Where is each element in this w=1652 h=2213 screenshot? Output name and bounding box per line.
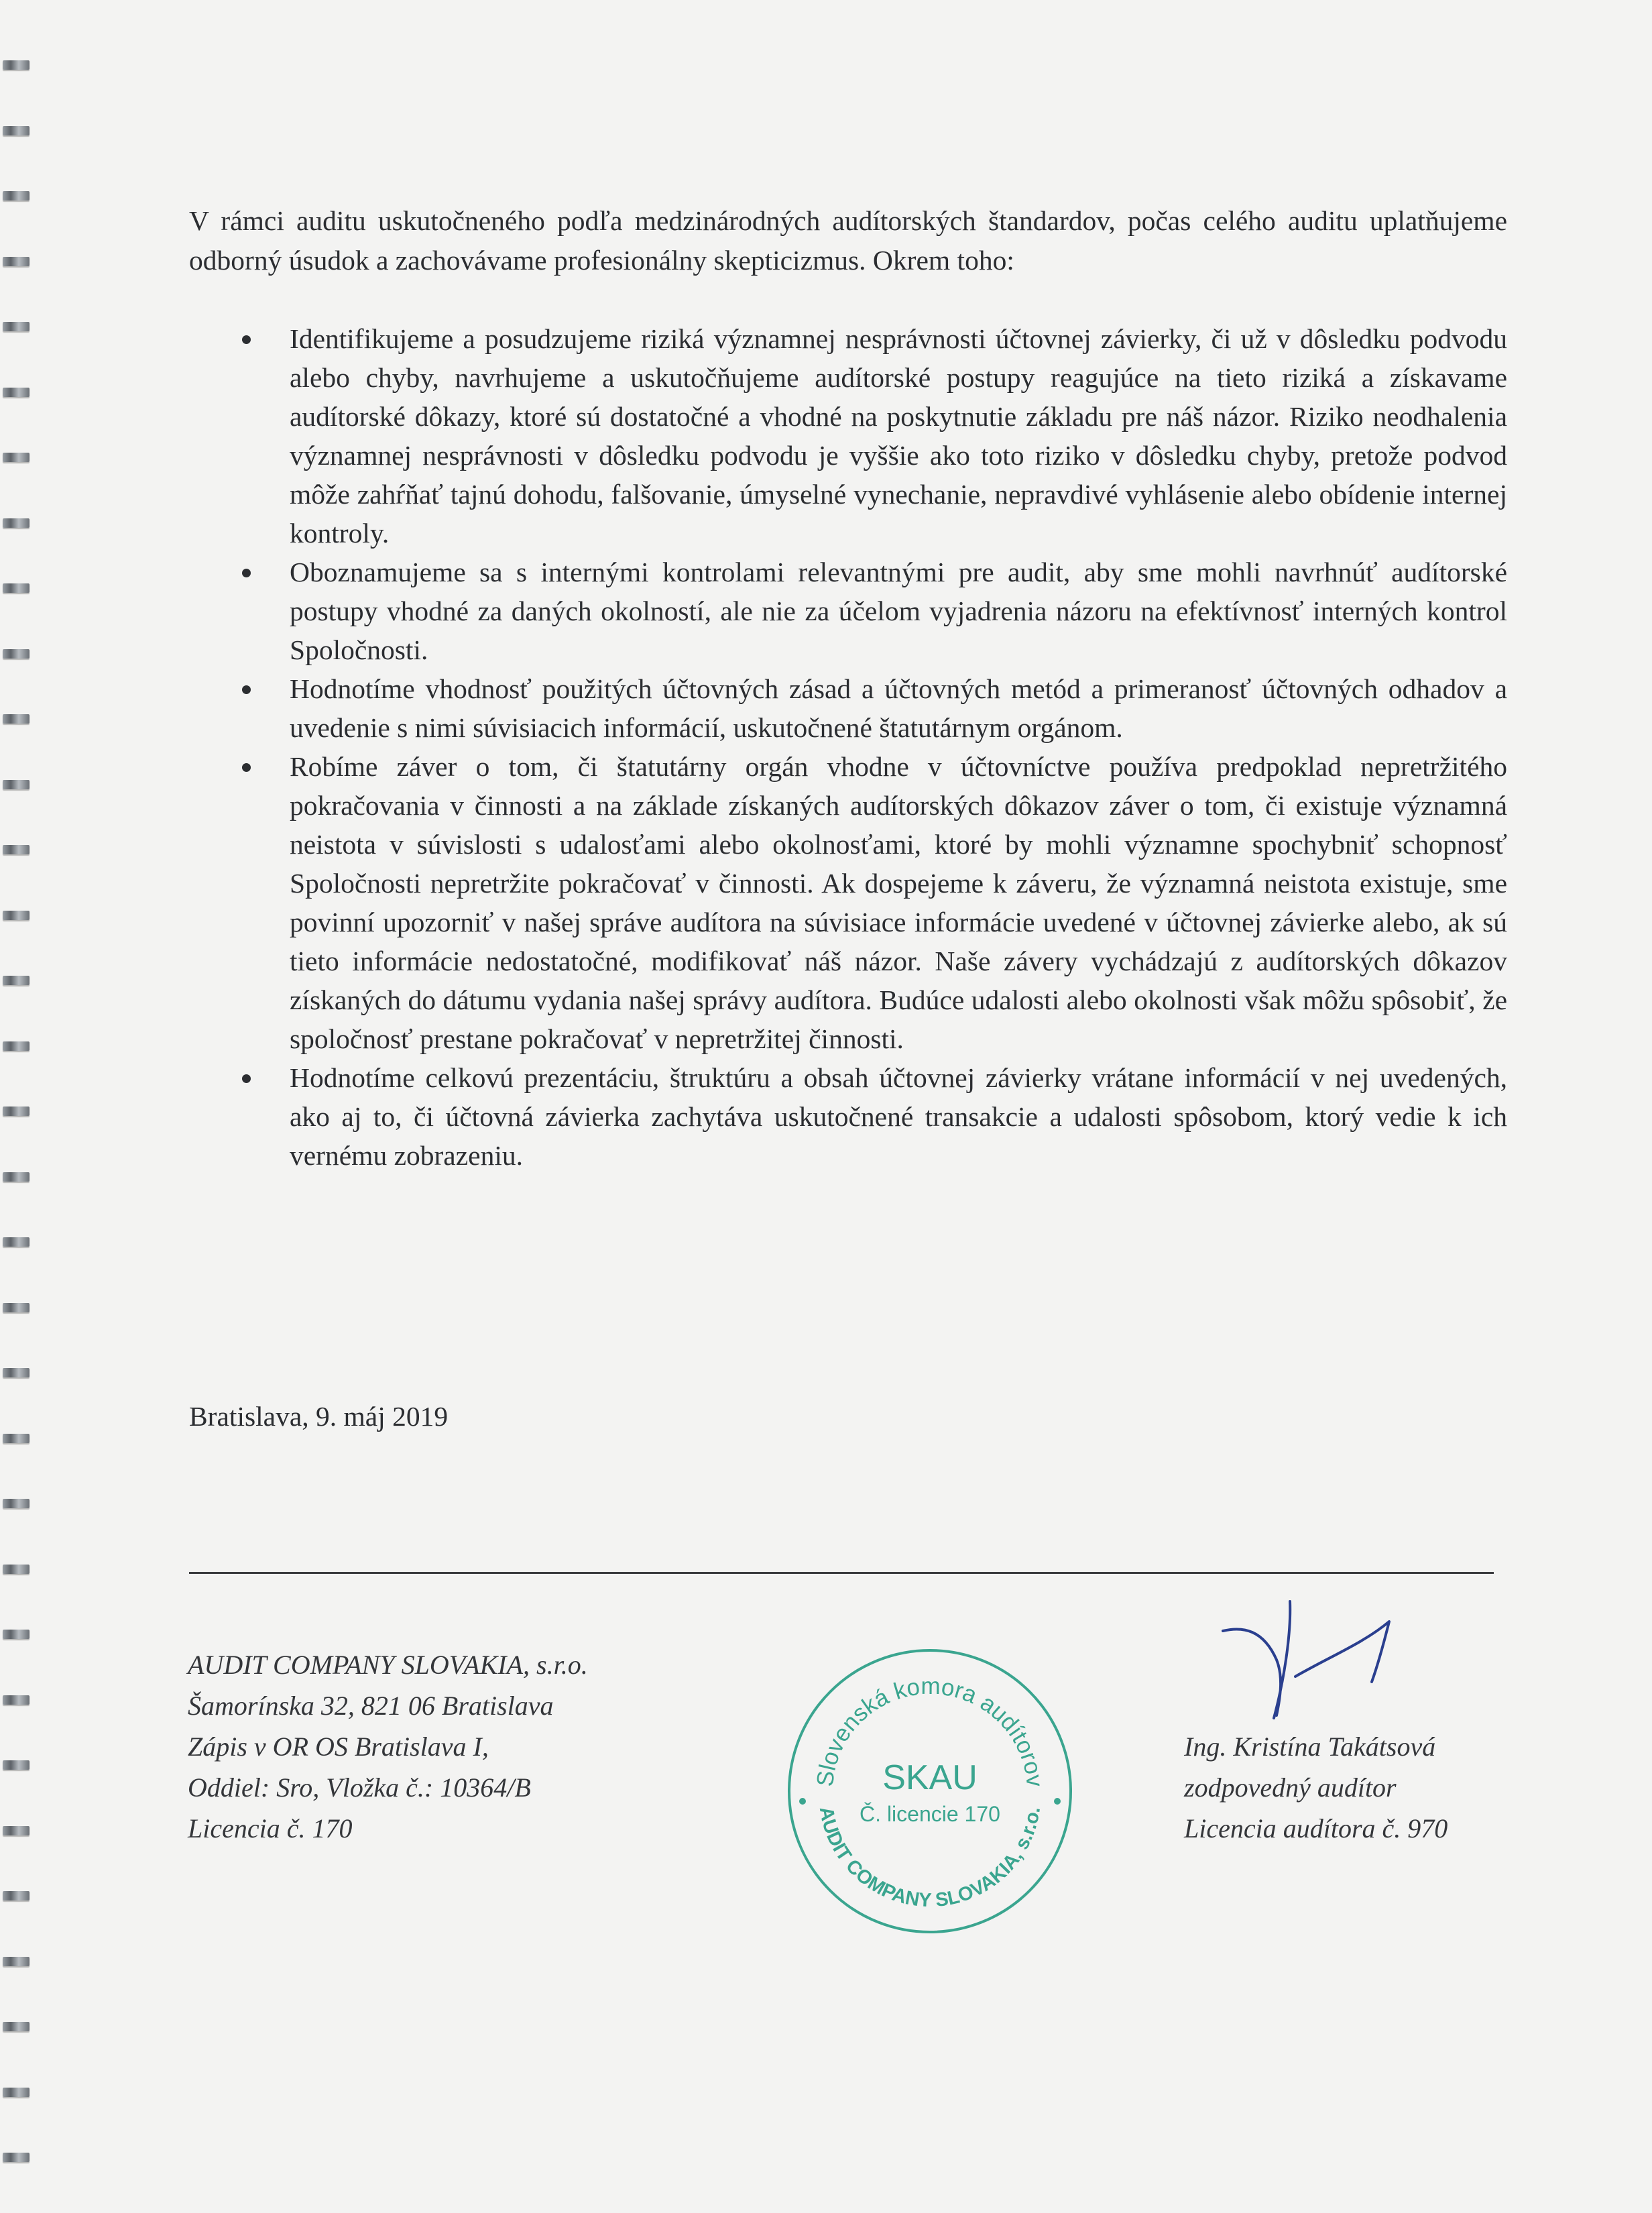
company-license: Licencia č. 170 <box>188 1813 353 1843</box>
auditor-role: zodpovedný audítor <box>1184 1772 1397 1803</box>
list-item <box>189 319 1507 553</box>
list-item-text: Hodnotíme vhodnosť použitých účtovných zásad a účtovných metód a primeranosť účtovných odhadov a uvedenie s nimi súvisiacich informácií, uskutočnené štatutárnym orgánom. <box>290 673 1507 743</box>
signature-divider <box>189 1572 1494 1574</box>
company-address: Šamorínska 32, 821 06 Bratislava <box>188 1691 554 1721</box>
bullet-dot-icon <box>242 335 251 344</box>
stamp-dot-right-icon <box>1054 1798 1061 1805</box>
bullet-dot-icon <box>242 685 251 694</box>
auditor-name: Ing. Kristína Takátsová <box>1184 1732 1436 1762</box>
bullet-dot-icon <box>242 1074 251 1083</box>
auditor-info-block <box>1184 1726 1448 1849</box>
company-info-block <box>188 1644 588 1849</box>
bullet-dot-icon <box>242 569 251 577</box>
company-name: AUDIT COMPANY SLOVAKIA, s.r.o. <box>188 1650 588 1680</box>
list-item-text: Identifikujeme a posudzujeme riziká významnej nesprávnosti účtovnej závierky, či už v dôsledku podvodu alebo chyby, navrhujeme a uskutočňujeme audítorské postupy reagujúce na tieto riziká a získavame audítorské dôkazy, ktoré sú dostatočné a vhodné na poskytnutie základu pre náš názor. Riziko neodhalenia významnej nesprávnosti v dôsledku podvodu je vyššie ako toto riziko v dôsledku chyby, pretože podvod môže zahŕňať tajnú dohodu, falšovanie, úmyselné vynechanie, nepravdivé vyhlásenie alebo obídenie internej kontroly. <box>290 323 1507 549</box>
procedures-list <box>189 319 1507 1175</box>
list-item <box>189 669 1507 747</box>
list-item <box>189 1058 1507 1175</box>
list-item-text: Oboznamujeme sa s internými kontrolami relevantnými pre audit, aby sme mohli navrhnúť audítorské postupy vhodné za daných okolností, ale nie za účelom vyjadrenia názoru na efektívnosť interných kontrol Spoločnosti. <box>290 557 1507 665</box>
stamp-center-code: SKAU <box>882 1758 978 1797</box>
stamp-license-number: Č. licencie 170 <box>860 1802 1000 1826</box>
auditor-stamp <box>780 1642 1079 1941</box>
place-and-date: Bratislava, 9. máj 2019 <box>189 1401 449 1432</box>
list-item-text: Hodnotíme celkovú prezentáciu, štruktúru a obsah účtovnej závierky vrátane informácií v nej uvedených, ako aj to, či účtovná závierka zachytáva uskutočnené transakcie a udalosti spôsobom, ktorý vedie k ich vernému zobrazeniu. <box>290 1062 1507 1171</box>
handwritten-signature <box>1216 1596 1437 1730</box>
company-registry-entry: Oddiel: Sro, Vložka č.: 10364/B <box>188 1772 531 1803</box>
list-item-text: Robíme záver o tom, či štatutárny orgán vhodne v účtovníctve používa predpoklad nepretržitého pokračovania v činnosti a na základe získaných audítorských dôkazov záver o tom, či existuje významná neistota v súvislosti s udalosťami alebo okolnosťami, ktoré by mohli významne spochybniť schopnosť Spoločnosti nepretržite pokračovať v činnosti. Ak dospejeme k záveru, že významná neistota existuje, sme povinní upozorniť v našej správe audítora na súvisiace informácie uvedené v účtovnej závierke alebo, ak sú tieto informácie nedostatočné, modifikovať náš názor. Naše závery vychádzajú z audítorských dôkazov získaných do dátumu vydania našej správy audítora. Budúce udalosti alebo okolnosti však môžu spôsobiť, že spoločnosť prestane pokračovať v nepretržitej činnosti. <box>290 751 1507 1054</box>
list-item <box>189 553 1507 669</box>
company-registry: Zápis v OR OS Bratislava I, <box>188 1732 489 1762</box>
auditor-license: Licencia audítora č. 970 <box>1184 1813 1448 1843</box>
stamp-top-arc-text: Slovenská komora audítorov <box>811 1672 1048 1789</box>
stamp-dot-left-icon <box>799 1798 806 1805</box>
stamp-bottom-arc-text: AUDIT COMPANY SLOVAKIA, s.r.o. <box>815 1805 1045 1912</box>
intro-paragraph: V rámci auditu uskutočneného podľa medzinárodných audítorských štandardov, počas celého auditu uplatňujeme odborný úsudok a zachovávame profesionálny skepticizmus. Okrem toho: <box>189 205 1507 276</box>
list-item <box>189 747 1507 1058</box>
bullet-dot-icon <box>242 763 251 772</box>
